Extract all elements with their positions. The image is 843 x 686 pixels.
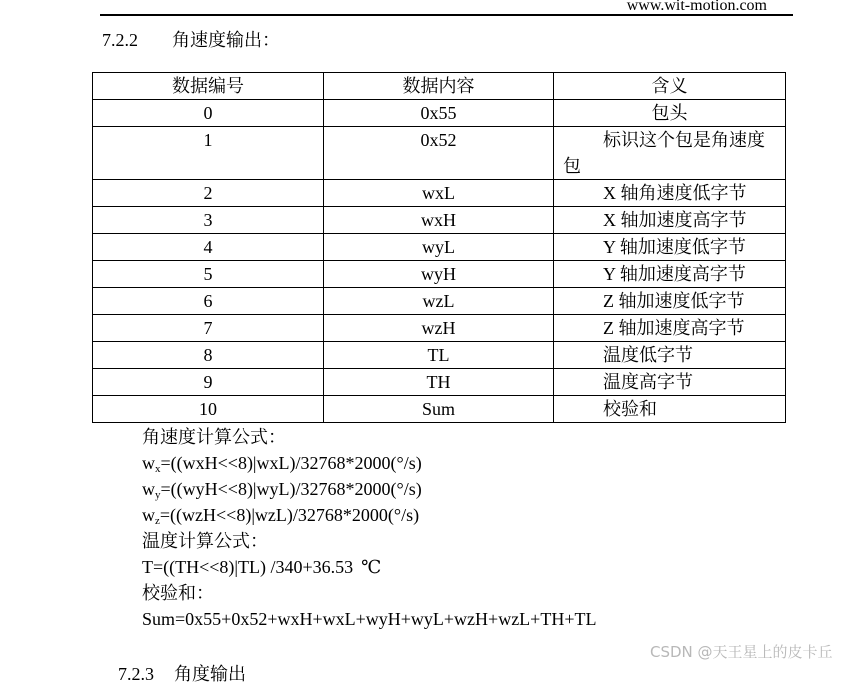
- cell-meaning: X 轴加速度高字节: [554, 207, 786, 234]
- cell-meaning: 温度高字节: [554, 369, 786, 396]
- header-rule: [100, 14, 793, 16]
- column-header: 数据内容: [324, 73, 554, 100]
- cell-meaning: 校验和: [554, 396, 786, 423]
- table-row: [93, 369, 786, 396]
- formula-checksum: Sum=0x55+0x52+wxH+wxL+wyH+wyL+wzH+wzL+TH+TL: [142, 609, 597, 629]
- cell-content: 0x55: [324, 100, 554, 127]
- cell-content: wyH: [324, 261, 554, 288]
- cell-index: 7: [93, 315, 324, 342]
- cell-index: 0: [93, 100, 324, 127]
- cell-index: 2: [93, 180, 324, 207]
- cell-meaning: Z 轴加速度低字节: [554, 288, 786, 315]
- section-number: 7.2.2: [102, 30, 138, 50]
- next-section-title: 角度输出: [174, 664, 246, 684]
- cell-content: wzL: [324, 288, 554, 315]
- formula-subscript: z: [155, 515, 160, 527]
- next-section-number: 7.2.3: [118, 664, 154, 684]
- table-row: [93, 180, 786, 207]
- formula-expression: T=((TH<<8)|TL) /340+36.53: [142, 557, 354, 577]
- cell-content: 0x52: [324, 127, 554, 180]
- column-header: 数据编号: [93, 73, 324, 100]
- cell-meaning: 标识这个包是角速度包: [554, 127, 786, 180]
- cell-content: TL: [324, 342, 554, 369]
- cell-index: 5: [93, 261, 324, 288]
- table-row: [93, 261, 786, 288]
- cell-index: 1: [93, 127, 324, 180]
- cell-index: 4: [93, 234, 324, 261]
- formula-expression: =((wzH<<8)|wzL)/32768*2000(°/s): [159, 505, 420, 525]
- table-row: [93, 342, 786, 369]
- formula-wz: [142, 502, 596, 528]
- section-heading: [102, 28, 280, 52]
- cell-index: 10: [93, 396, 324, 423]
- cell-content: wxL: [324, 180, 554, 207]
- cell-meaning: 包头: [554, 100, 786, 127]
- formula-symbol: w: [142, 453, 155, 473]
- table-header-row: [93, 73, 786, 100]
- cell-content: TH: [324, 369, 554, 396]
- table-row: [93, 207, 786, 234]
- table-row: [93, 100, 786, 127]
- cell-meaning: Y 轴加速度低字节: [554, 234, 786, 261]
- header-url: www.wit-motion.com: [626, 0, 767, 14]
- formula-symbol: w: [142, 479, 155, 499]
- cell-index: 3: [93, 207, 324, 234]
- cell-meaning: X 轴角速度低字节: [554, 180, 786, 207]
- formula-subscript: x: [155, 463, 161, 475]
- table-row: [93, 315, 786, 342]
- next-section-heading: [118, 660, 246, 686]
- cell-index: 9: [93, 369, 324, 396]
- section-title: 角速度输出：: [172, 30, 280, 50]
- cell-index: 6: [93, 288, 324, 315]
- cell-content: Sum: [324, 396, 554, 423]
- formula-symbol: w: [142, 505, 155, 525]
- celsius-unit: ℃: [361, 557, 382, 577]
- checksum-heading: 校验和：: [142, 583, 214, 603]
- table-row: [93, 234, 786, 261]
- formula-wx: [142, 450, 596, 476]
- table-row: [93, 127, 786, 180]
- formula-temperature: [142, 554, 596, 580]
- formula-expression: =((wyH<<8)|wyL)/32768*2000(°/s): [160, 479, 422, 499]
- cell-content: wzH: [324, 315, 554, 342]
- cell-meaning: 温度低字节: [554, 342, 786, 369]
- formula-subscript: y: [155, 489, 161, 501]
- cell-meaning: Z 轴加速度高字节: [554, 315, 786, 342]
- column-header: 含义: [554, 73, 786, 100]
- data-table: [92, 72, 786, 423]
- cell-index: 8: [93, 342, 324, 369]
- watermark: CSDN @天王星上的皮卡丘: [650, 643, 833, 661]
- table-row: [93, 288, 786, 315]
- cell-content: wxH: [324, 207, 554, 234]
- formula-wy: [142, 476, 596, 502]
- angular-velocity-heading: 角速度计算公式：: [142, 427, 286, 447]
- formula-block: [142, 424, 596, 632]
- formula-expression: =((wxH<<8)|wxL)/32768*2000(°/s): [160, 453, 422, 473]
- cell-meaning: Y 轴加速度高字节: [554, 261, 786, 288]
- cell-content: wyL: [324, 234, 554, 261]
- table-row: [93, 396, 786, 423]
- temperature-heading: 温度计算公式：: [142, 531, 268, 551]
